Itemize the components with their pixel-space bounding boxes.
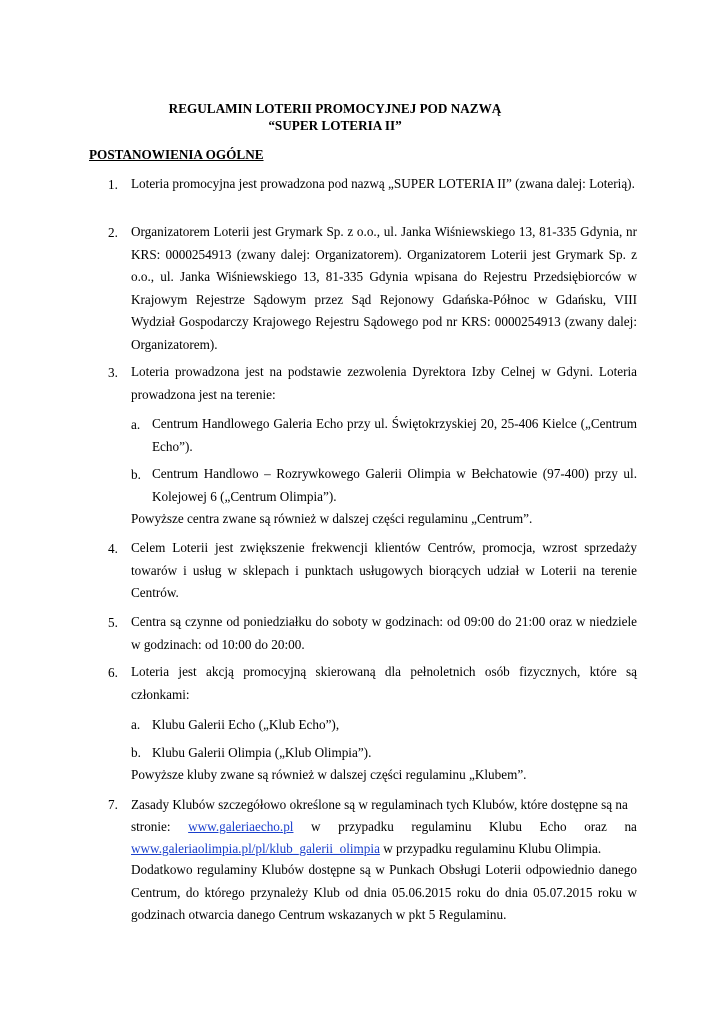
subitem-letter: b.	[131, 745, 141, 760]
section-heading: POSTANOWIENIA OGÓLNE	[89, 147, 264, 162]
item-number: 1.	[108, 177, 118, 192]
word: w	[311, 819, 321, 834]
item-text-line	[131, 818, 637, 835]
subitem-text: Centrum Handlowo – Rozrywkowego Galerii Olimpia w Bełchatowie (97-400) przy ul. Kolejowej 6 („Centrum Olimpia”).	[152, 466, 637, 504]
item-text-line-rest: w przypadku regulaminu Klubu Olimpia.	[379, 841, 602, 856]
item-number: 5.	[108, 615, 118, 630]
galeriaecho-link[interactable]: www.galeriaecho.pl	[188, 819, 294, 834]
subitem-letter: b.	[131, 467, 141, 482]
word: regulaminu	[411, 819, 472, 834]
word: Echo	[539, 819, 567, 834]
word: oraz	[584, 819, 607, 834]
item-text: Celem Loterii jest zwiększenie frekwencji klientów Centrów, promocja, wzrost sprzedaży towarów i usług w sklepach i punktach usługowych biorących udział w Loterii na terenie Centrów.	[131, 540, 637, 600]
item-note: Powyższe centra zwane są również w dalszej części regulaminu „Centrum”.	[131, 511, 533, 526]
word: stronie:	[131, 819, 171, 834]
item-number: 4.	[108, 541, 118, 556]
item-number: 7.	[108, 797, 118, 812]
word: Klubu	[488, 819, 522, 834]
subitem-text: Klubu Galerii Echo („Klub Echo”),	[152, 717, 340, 732]
item-number: 3.	[108, 365, 118, 380]
item-text-line-content: Zasady Klubów szczegółowo określone są w regulaminach tych Klubów, które dostępne są na	[131, 797, 628, 812]
item-text: Loteria prowadzona jest na podstawie zezwolenia Dyrektora Izby Celnej w Gdyni. Loteria prowadzona jest na terenie:	[131, 364, 637, 402]
subitem-letter: a.	[131, 717, 141, 732]
document-title-line2: “SUPER LOTERIA II”	[268, 118, 402, 133]
subitem-text: Centrum Handlowego Galeria Echo przy ul. Świętokrzyskiej 20, 25-406 Kielce („Centrum Echo”).	[152, 416, 637, 454]
word: na	[624, 819, 637, 834]
item-text: Centra są czynne od poniedziałku do soboty w godzinach: od 09:00 do 21:00 oraz w niedziele w godzinach: od 10:00 do 20:00.	[131, 614, 637, 652]
item-note: Powyższe kluby zwane są również w dalszej części regulaminu „Klubem”.	[131, 767, 527, 782]
item-text: Organizatorem Loterii jest Grymark Sp. z o.o., ul. Janka Wiśniewskiego 13, 81-335 Gdynia, nr KRS: 0000254913 (zwany dalej: Organizatorem). Organizatorem Loterii jest Grymark Sp. z o.o., ul. Janka Wiśniewskiego 13, 81-335 Gdynia wpisana do Rejestru Przedsiębiorców w Krajowym Rejestrze Sądowym przez Sąd Rejonowy Gdańska-Północ w Gdańsku, VIII Wydział Gospodarczy Krajowego Rejestru Sądowego pod nr KRS: 0000254913 (zwany dalej: Organizatorem).	[131, 224, 637, 352]
item-number: 2.	[108, 225, 118, 240]
item-text: Dodatkowo regulaminy Klubów dostępne są w Punkach Obsługi Loterii odpowiednio danego Centrum, do którego przynależy Klub od dnia 05.06.2015 roku do dnia 05.07.2015 roku w godzinach otwarcia danego Centrum wskazanych w pkt 5 Regulaminu.	[131, 862, 637, 922]
item-text-line	[131, 840, 601, 857]
subitem-letter: a.	[131, 417, 141, 432]
word: przypadku	[338, 819, 394, 834]
item-number: 6.	[108, 665, 118, 680]
subitem-text: Klubu Galerii Olimpia („Klub Olimpia”).	[152, 745, 372, 760]
item-text: Loteria jest akcją promocyjną skierowaną dla pełnoletnich osób fizycznych, które są członkami:	[131, 664, 637, 702]
document-title-line1: REGULAMIN LOTERII PROMOCYJNEJ POD NAZWĄ	[168, 101, 502, 116]
item-text-line	[131, 796, 637, 813]
item-text: Loteria promocyjna jest prowadzona pod nazwą „SUPER LOTERIA II” (zwana dalej: Loterią).	[131, 176, 635, 191]
galeriaolimpia-link[interactable]: www.galeriaolimpia.pl/pl/klub_galerii_olimpia	[131, 841, 380, 856]
